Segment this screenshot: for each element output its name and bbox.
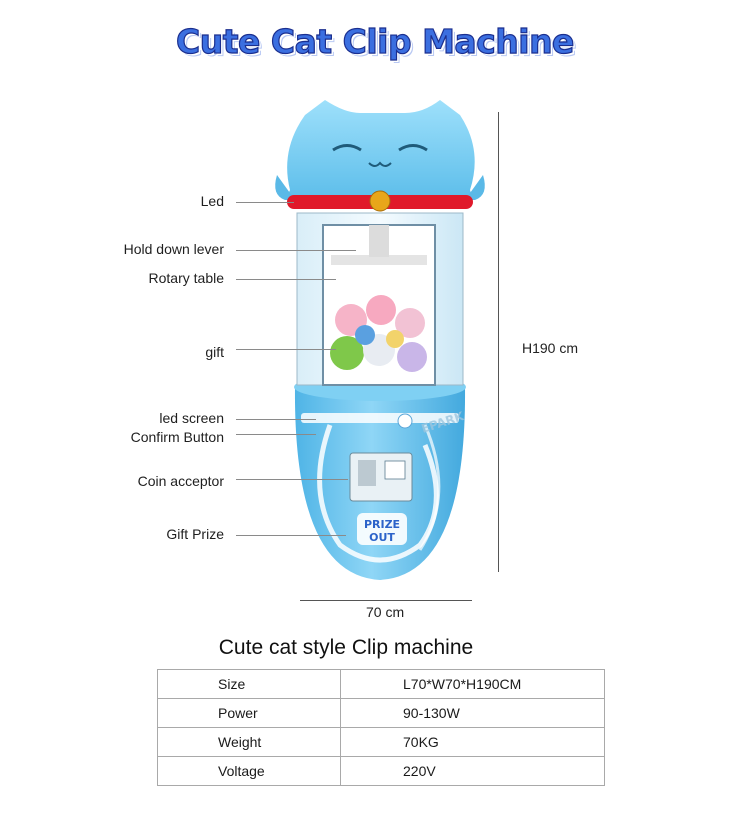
callout-rotary-table: Rotary table: [148, 270, 224, 286]
callout-hold-down-lever: Hold down lever: [123, 241, 224, 257]
callout-gift-prize-line: [236, 535, 346, 536]
spec-key: Voltage: [158, 757, 341, 786]
spec-value: L70*W70*H190CM: [341, 670, 605, 699]
callout-led: Led: [200, 193, 224, 209]
callout-led-line: [236, 202, 294, 203]
spec-table-title: Cute cat style Clip machine: [218, 636, 474, 659]
spec-key: Weight: [158, 728, 341, 757]
width-dimension-line: [300, 600, 472, 601]
callout-confirm-button: Confirm Button: [130, 429, 224, 445]
callout-led-screen: led screen: [159, 410, 224, 426]
prize-out-label-2: OUT: [369, 531, 395, 544]
height-dimension-label: H190 cm: [522, 340, 579, 356]
spec-table: [157, 669, 605, 786]
spec-value: 220V: [341, 757, 605, 786]
callout-rotary-table-line: [236, 279, 336, 280]
table-row: [158, 670, 605, 699]
callout-hold-down-lever-line: [236, 250, 356, 251]
spec-key: Size: [158, 670, 341, 699]
table-row: [158, 699, 605, 728]
width-dimension-label: 70 cm: [366, 604, 405, 620]
callout-confirm-button-line: [236, 434, 316, 435]
spec-key: Power: [158, 699, 341, 728]
bell: [370, 191, 390, 211]
callout-gift-line: [236, 349, 336, 350]
table-row: [158, 757, 605, 786]
height-dimension-line: [498, 112, 499, 572]
page-title: Cute Cat Clip Machine: [176, 22, 574, 61]
callout-coin-acceptor: Coin acceptor: [137, 473, 224, 489]
spec-value: 70KG: [341, 728, 605, 757]
confirm-button: [398, 414, 412, 428]
callout-gift: gift: [205, 344, 224, 360]
callout-coin-acceptor-line: [236, 479, 348, 480]
watermark-logo: EPARK: [419, 409, 466, 436]
prize-out-label-1: PRIZE: [363, 518, 401, 531]
callout-led-screen-line: [236, 419, 316, 420]
table-row: [158, 728, 605, 757]
claw-machine-illustration: [265, 95, 495, 590]
callout-gift-prize: Gift Prize: [166, 526, 224, 542]
spec-value: 90-130W: [341, 699, 605, 728]
